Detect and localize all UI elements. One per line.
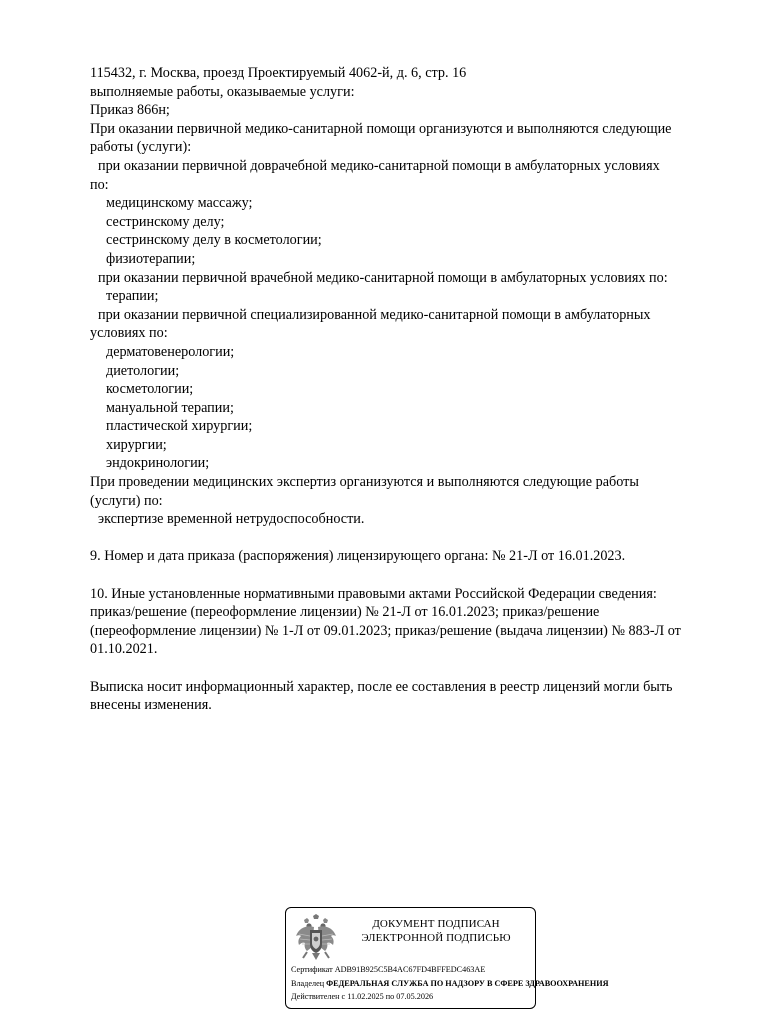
document-body bbox=[90, 64, 740, 715]
owner-value: ФЕДЕРАЛЬНАЯ СЛУЖБА ПО НАДЗОРУ В СФЕРЕ ЗДРАВООХРАНЕНИЯ bbox=[326, 979, 609, 988]
spacer bbox=[90, 566, 740, 585]
list-item: терапии; bbox=[106, 288, 159, 305]
disclaimer-line-2: внесены изменения. bbox=[90, 697, 212, 714]
stamp-owner bbox=[291, 979, 609, 989]
owner-label: Владелец bbox=[291, 979, 325, 988]
certificate-label: Сертификат bbox=[291, 965, 333, 974]
specialized-care-line-1: при оказании первичной специализированной медико-санитарной помощи в амбулаторных bbox=[98, 306, 651, 323]
spacer bbox=[90, 529, 740, 548]
order-line: Приказ 866н; bbox=[90, 102, 170, 119]
stamp-title-line-2: ЭЛЕКТРОННОЙ ПОДПИСЬЮ bbox=[361, 931, 511, 944]
spacer bbox=[90, 659, 740, 678]
stamp-title bbox=[344, 918, 528, 945]
list-item: хирургии; bbox=[106, 436, 167, 453]
electronic-signature-stamp bbox=[285, 907, 609, 1009]
prehospital-care-line-2: по: bbox=[90, 176, 109, 193]
list-item: диетологии; bbox=[106, 362, 180, 379]
list-item: пластической хирургии; bbox=[106, 418, 253, 435]
list-item: эндокринологии; bbox=[106, 455, 210, 472]
expertise-intro-line-2: (услуги) по: bbox=[90, 492, 163, 509]
prehospital-care-line-1: при оказании первичной доврачебной медико-санитарной помощи в амбулаторных условиях bbox=[98, 157, 660, 174]
stamp-validity: Действителен с 11.02.2025 по 07.05.2026 bbox=[291, 992, 434, 1001]
stamp-certificate bbox=[291, 965, 485, 975]
list-item: мануальной терапии; bbox=[106, 399, 234, 416]
section-9: 9. Номер и дата приказа (распоряжения) лицензирующего органа: № 21-Л от 16.01.2023. bbox=[90, 548, 626, 565]
certificate-value: ADB91B925C5B4AC67FD4BFFEDC463AE bbox=[334, 965, 486, 974]
works-heading: выполняемые работы, оказываемые услуги: bbox=[90, 83, 355, 100]
disclaimer-line-1: Выписка носит информационный характер, после ее составления в реестр лицензий могли быть bbox=[90, 678, 673, 695]
expertise-item: экспертизе временной нетрудоспособности. bbox=[98, 511, 365, 528]
list-item: сестринскому делу; bbox=[106, 213, 225, 230]
coat-of-arms-icon bbox=[294, 914, 338, 964]
physician-care-line: при оказании первичной врачебной медико-санитарной помощи в амбулаторных условиях по: bbox=[98, 269, 668, 286]
section-10-line-4: 01.10.2021. bbox=[90, 641, 158, 658]
section-10-line-1: 10. Иные установленные нормативными правовыми актами Российской Федерации сведения: bbox=[90, 585, 657, 602]
address-line: 115432, г. Москва, проезд Проектируемый 4062-й, д. 6, стр. 16 bbox=[90, 65, 467, 81]
section-10-line-2: приказ/решение (переоформление лицензии) № 21-Л от 16.01.2023; приказ/решение bbox=[90, 604, 600, 621]
primary-care-intro-line-1: При оказании первичной медико-санитарной помощи организуются и выполняются следующие bbox=[90, 120, 672, 137]
list-item: сестринскому делу в косметологии; bbox=[106, 232, 322, 249]
primary-care-intro-line-2: работы (услуги): bbox=[90, 139, 192, 156]
list-item: дерматовенерологии; bbox=[106, 343, 235, 360]
list-item: медицинскому массажу; bbox=[106, 195, 253, 212]
stamp-title-line-1: ДОКУМЕНТ ПОДПИСАН bbox=[372, 918, 500, 930]
expertise-intro-line-1: При проведении медицинских экспертиз организуются и выполняются следующие работы bbox=[90, 474, 639, 491]
specialized-care-line-2: условиях по: bbox=[90, 325, 168, 342]
list-item: косметологии; bbox=[106, 381, 194, 398]
section-10-line-3: (переоформление лицензии) № 1-Л от 09.01.2023; приказ/решение (выдача лицензии) № 883-Л от bbox=[90, 622, 681, 639]
list-item: физиотерапии; bbox=[106, 250, 196, 267]
